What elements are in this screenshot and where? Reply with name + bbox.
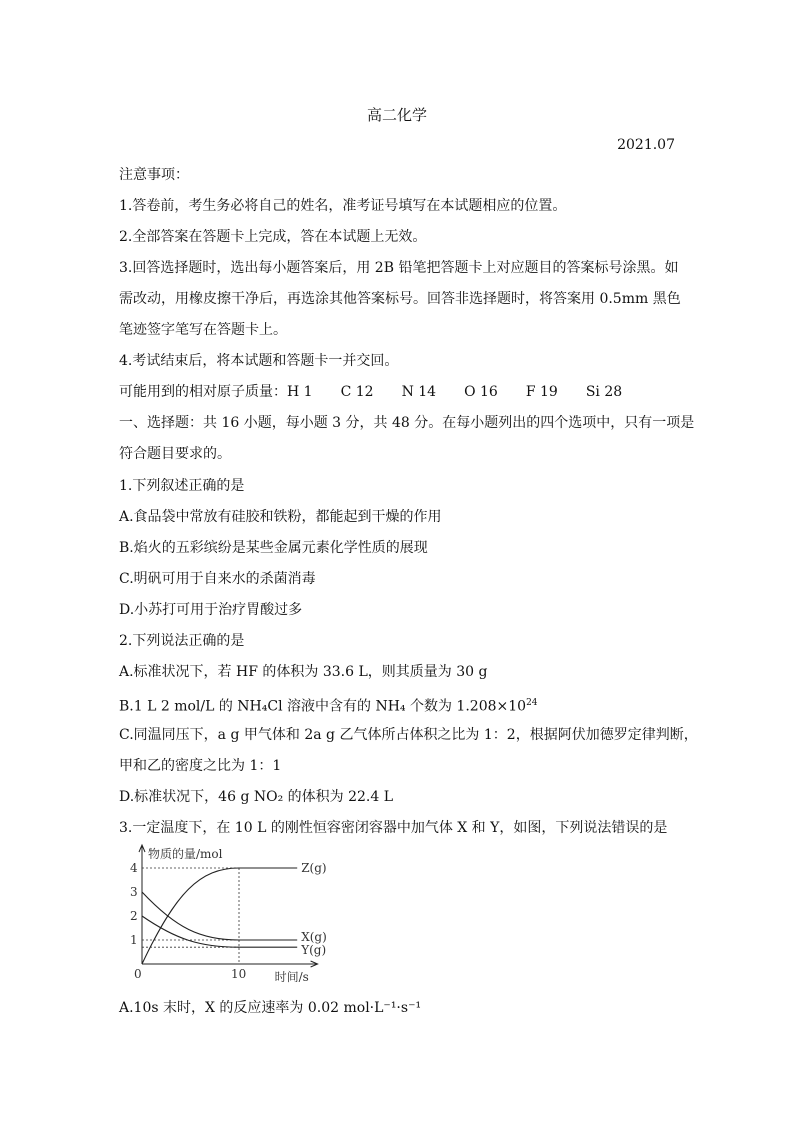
q1-option-b: B.焰火的五彩缤纷是某些金属元素化学性质的展现 [119, 540, 428, 556]
exam-date: 2021.07 [617, 137, 675, 153]
section1-instructions: 一、选择题：共 16 小题，每小题 3 分，共 48 分。在每小题列出的四个选项中，只有一项是 [119, 415, 695, 431]
element-n: N 14 [401, 384, 437, 400]
notice-item-4: 4.考试结束后，将本试题和答题卡一并交回。 [119, 353, 399, 369]
notice-item-1: 1.答卷前，考生务必将自己的姓名，准考证号填写在本试题相应的位置。 [119, 198, 567, 214]
q1-stem: 1.下列叙述正确的是 [119, 478, 245, 494]
element-c: C 12 [340, 384, 374, 400]
y-tick-label-4: 4 [130, 861, 138, 875]
q1-option-a: A.食品袋中常放有硅胶和铁粉，都能起到干燥的作用 [119, 509, 442, 525]
series-line-0 [142, 868, 297, 964]
exam-title: 高二化学 [366, 106, 427, 124]
series-label-0: Z(g) [301, 861, 327, 875]
series-label-1: X(g) [301, 930, 327, 944]
q1-option-d: D.小苏打可用于治疗胃酸过多 [119, 602, 303, 618]
atomic-masses [119, 382, 650, 402]
q2-option-b-text: B.1 L 2 mol/L 的 NH₄Cl 溶液中含有的 NH₄ 个数为 1.208×10 [119, 698, 527, 715]
y-tick-label-1: 1 [130, 933, 138, 947]
y-tick-label-2: 2 [130, 909, 138, 923]
q2-option-b-exponent: 24 [526, 698, 538, 708]
q2-stem: 2.下列说法正确的是 [119, 633, 245, 649]
notice-item-3: 3.回答选择题时，选出每小题答案后，用 2B 铅笔把答题卡上对应题目的答案标号涂黑。如 [119, 260, 679, 276]
element-o: O 16 [464, 384, 498, 400]
element-h: H 1 [287, 384, 313, 400]
notice-heading: 注意事项： [119, 167, 189, 183]
y-tick-label-3: 3 [130, 885, 138, 899]
q2-option-b [119, 693, 538, 717]
notice-item-2: 2.全部答案在答题卡上完成，答在本试题上无效。 [119, 229, 427, 245]
series-line-1 [142, 892, 297, 940]
q2-option-c-cont: 甲和乙的密度之比为 1：1 [119, 758, 282, 774]
notice-item-3-cont2: 笔迹签字笔写在答题卡上。 [119, 322, 287, 338]
atomic-masses-label: 可能用到的相对原子质量： [119, 384, 287, 400]
x-axis-label: 时间/s [274, 970, 309, 984]
q2-option-d: D.标准状况下，46 g NO₂ 的体积为 22.4 L [119, 789, 394, 805]
section1-instructions-cont: 符合题目要求的。 [119, 446, 231, 462]
x-tick-label-10: 10 [231, 967, 247, 981]
q2-option-a: A.标准状况下，若 HF 的体积为 33.6 L，则其质量为 30 g [119, 664, 488, 680]
series-label-2: Y(g) [301, 943, 327, 958]
origin-label: 0 [134, 967, 142, 981]
notice-item-3-cont: 需改动，用橡皮擦干净后，再选涂其他答案标号。回答非选择题时，将答案用 0.5mm 黑色 [119, 291, 681, 307]
element-f: F 19 [525, 384, 558, 400]
q3-stem: 3.一定温度下，在 10 L 的刚性恒容密闭容器中加气体 X 和 Y，如图，下列说法错误的是 [119, 820, 668, 836]
y-axis-label: 物质的量/mol [148, 847, 223, 861]
q3-option-a: A.10s 末时，X 的反应速率为 0.02 mol·L⁻¹·s⁻¹ [119, 1000, 422, 1016]
q1-option-c: C.明矾可用于自来水的杀菌消毒 [119, 571, 316, 587]
q2-option-c: C.同温同压下，a g 甲气体和 2a g 乙气体所占体积之比为 1：2，根据阿伏加德罗定律判断， [119, 727, 698, 743]
element-si: Si 28 [585, 384, 623, 400]
q3-chart [120, 842, 330, 992]
